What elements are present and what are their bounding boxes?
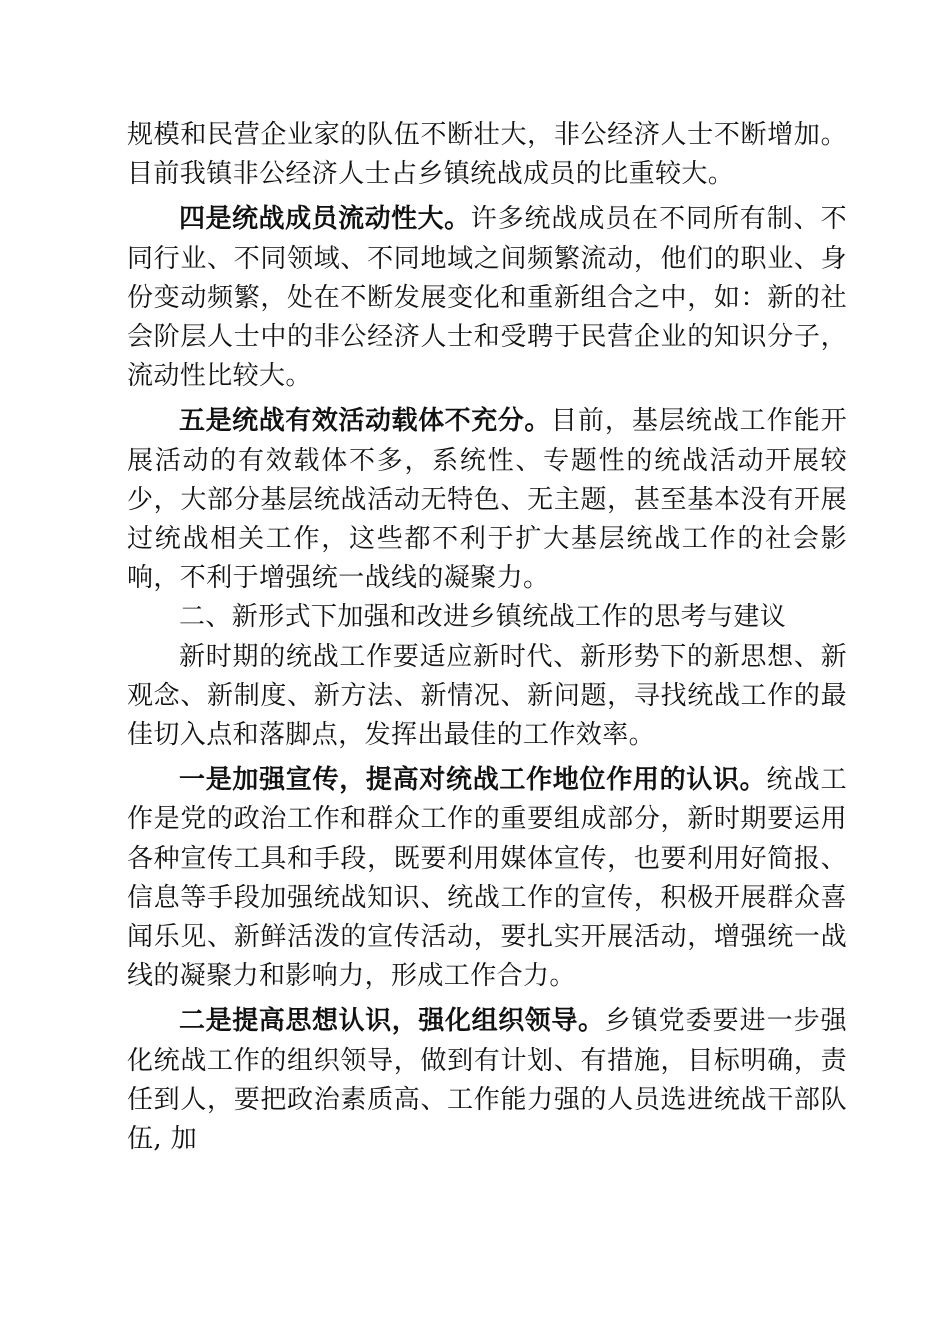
paragraph-3-heading: 五是统战有效活动载体不充分。 <box>179 406 551 437</box>
paragraph-6 <box>127 761 847 996</box>
paragraph-7 <box>127 1002 847 1159</box>
paragraph-6-text: 统战工作是党的政治工作和群众工作的重要组成部分，新时期要运用各种宣传工具和手段，既要利用媒体宣传，也要利用好简报、信息等手段加强统战知识、统战工作的宣传，积极开展群众喜闻乐见、新鲜活泼的宣传活动，要扎实开展活动，增强统一战线的凝聚力和影响力，形成工作合力。 <box>127 765 847 992</box>
paragraph-1-text: 规模和民营企业家的队伍不断壮大，非公经济人士不断增加。目前我镇非公经济人士占乡镇统战成员的比重较大。 <box>127 120 847 190</box>
paragraph-3-text: 目前，基层统战工作能开展活动的有效载体不多，系统性、专题性的统战活动开展较少，大部分基层统战活动无特色、无主题，甚至基本没有开展过统战相关工作，这些都不利于扩大基层统战工作的社会影响，不利于增强统一战线的凝聚力。 <box>127 406 847 594</box>
paragraph-5-text: 新时期的统战工作要适应新时代、新形势下的新思想、新观念、新制度、新方法、新情况、新问题，寻找统战工作的最佳切入点和落脚点，发挥出最佳的工作效率。 <box>127 641 847 751</box>
paragraph-1 <box>127 116 847 194</box>
paragraph-2-text: 许多统战成员在不同所有制、不同行业、不同领域、不同地域之间频繁流动，他们的职业、身份变动频繁，处在不断发展变化和重新组合之中，如：新的社会阶层人士中的非公经济人士和受聘于民营企业的知识分子，流动性比较大。 <box>127 204 847 392</box>
document-page <box>127 116 847 1159</box>
paragraph-7-heading: 二是提高思想认识，强化组织领导。 <box>179 1006 605 1037</box>
paragraph-7-text: 乡镇党委要进一步强化统战工作的组织领导，做到有计划、有措施，目标明确，责任到人，要把政治素质高、工作能力强的人员选进统战干部队伍, 加 <box>127 1006 847 1155</box>
paragraph-6-heading: 一是加强宣传，提高对统战工作地位作用的认识。 <box>179 765 767 796</box>
paragraph-5 <box>127 638 847 756</box>
paragraph-2-heading: 四是统战成员流动性大。 <box>179 204 471 235</box>
section-heading <box>127 598 847 637</box>
paragraph-3 <box>127 402 847 598</box>
section-heading-text: 二、新形式下加强和改进乡镇统战工作的思考与建议 <box>179 602 787 633</box>
paragraph-2 <box>127 200 847 396</box>
